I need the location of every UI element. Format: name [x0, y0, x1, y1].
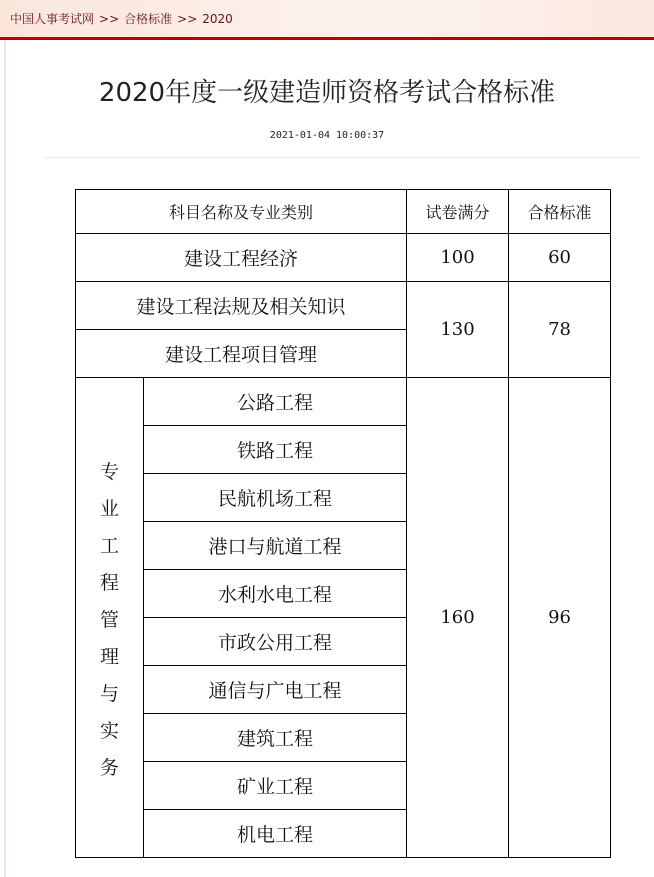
divider: [45, 157, 640, 158]
label-char: 与: [99, 683, 119, 705]
specialty-cell: 公路工程: [144, 378, 407, 426]
subject-cell: 建设工程法规及相关知识: [76, 282, 407, 330]
label-char: 工: [99, 535, 119, 557]
breadcrumb: [10, 10, 233, 27]
page-title: 2020年度一级建造师资格考试合格标准: [98, 78, 556, 108]
subject-cell: 建设工程项目管理: [76, 330, 407, 378]
specialty-cell: 水利水电工程: [144, 570, 407, 618]
full-score-cell: 130: [407, 282, 509, 378]
header-divider: [0, 37, 654, 40]
specialty-cell: 矿业工程: [144, 762, 407, 810]
table-row: [76, 282, 611, 330]
specialty-cell: 民航机场工程: [144, 474, 407, 522]
breadcrumb-current[interactable]: 2020: [202, 12, 233, 26]
top-bar: [0, 0, 654, 38]
specialty-cell: 建筑工程: [144, 714, 407, 762]
breadcrumb-sep: >>: [177, 12, 198, 26]
subject-cell: 建设工程经济: [76, 234, 407, 282]
full-score-cell: 100: [407, 234, 509, 282]
breadcrumb-sep: >>: [99, 12, 120, 26]
pass-score-cell: 60: [509, 234, 611, 282]
full-score-cell: 160: [407, 378, 509, 858]
table-header: [76, 190, 611, 234]
table-row: [76, 378, 611, 426]
pass-score-cell: 96: [509, 378, 611, 858]
practice-group-label: [76, 378, 144, 858]
label-char: 管: [99, 609, 119, 631]
publish-date: 2021-01-04 10:00:37: [269, 130, 385, 141]
header-subject: 科目名称及专业类别: [76, 190, 407, 234]
specialty-cell: 通信与广电工程: [144, 666, 407, 714]
breadcrumb-home[interactable]: 中国人事考试网: [10, 12, 95, 26]
table-row: [76, 234, 611, 282]
label-char: 专: [99, 461, 119, 483]
label-char: 业: [99, 498, 119, 520]
specialty-cell: 市政公用工程: [144, 618, 407, 666]
label-char: 实: [99, 720, 119, 742]
label-char: 程: [99, 572, 119, 594]
header-pass-score: 合格标准: [509, 190, 611, 234]
label-char: 务: [99, 757, 119, 779]
standards-table: [75, 189, 611, 858]
specialty-cell: 铁路工程: [144, 426, 407, 474]
specialty-cell: 港口与航道工程: [144, 522, 407, 570]
header-full-score: 试卷满分: [407, 190, 509, 234]
breadcrumb-category[interactable]: 合格标准: [124, 12, 173, 26]
pass-score-cell: 78: [509, 282, 611, 378]
content-border: [4, 40, 6, 877]
label-char: 理: [99, 646, 119, 668]
specialty-cell: 机电工程: [144, 810, 407, 858]
